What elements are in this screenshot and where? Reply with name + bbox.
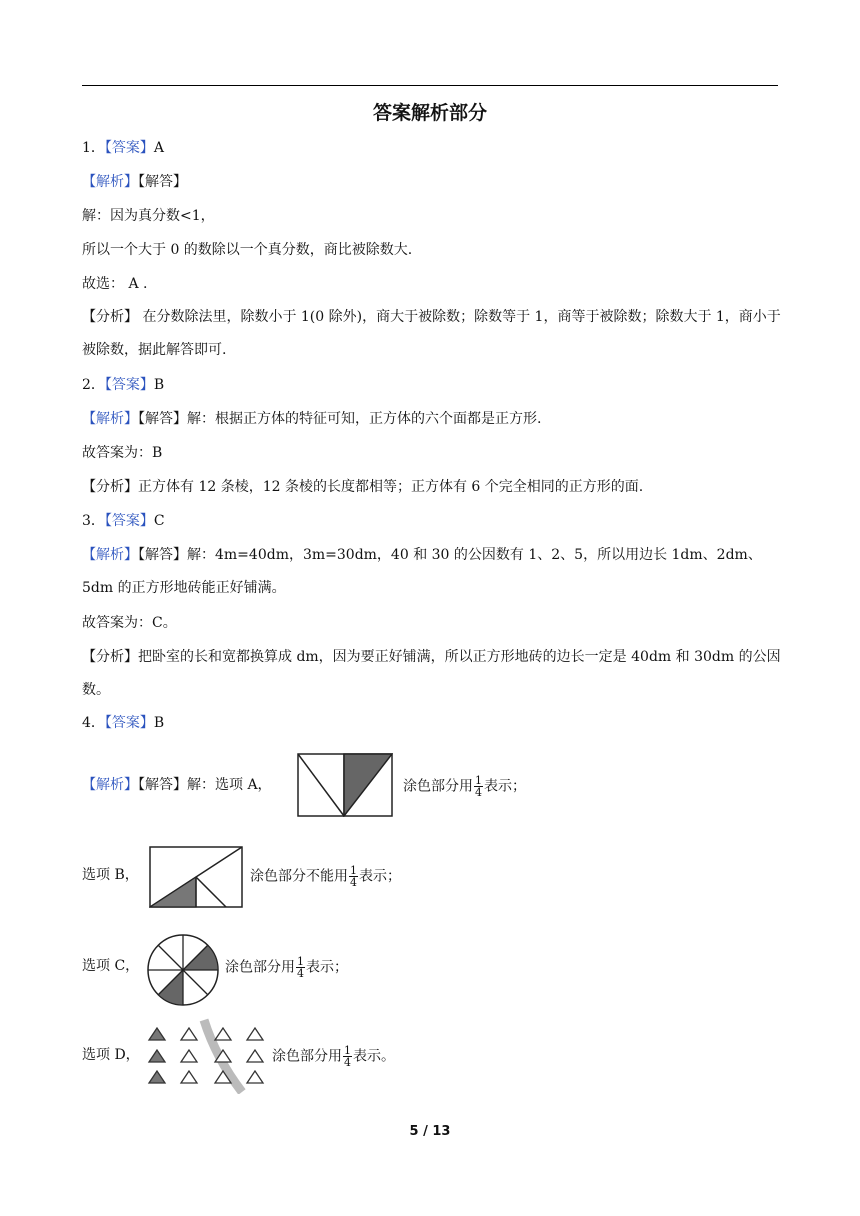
fraction-d: [343, 1045, 352, 1068]
q3-answer: C: [153, 513, 165, 529]
q1-answer: A: [153, 140, 165, 156]
q2-answer-line: [82, 375, 164, 395]
q4-solution-prefix-text: 【解答】解：选项 A，: [138, 777, 272, 793]
option-c-text: [225, 956, 348, 979]
option-b-suffix: 表示；: [359, 868, 401, 885]
q2-number: 2．: [82, 377, 105, 393]
q4-answer-line: [82, 713, 164, 733]
q2-answer: B: [153, 377, 165, 393]
option-d-text: [272, 1045, 395, 1068]
option-c-prefix: 选项 C，: [82, 958, 140, 974]
fraction-b: [349, 865, 358, 888]
option-d-suffix: 表示。: [353, 1048, 395, 1065]
q3-solution: 【解答】解：4m=40dm，3m=30dm，40 和 30 的公因数有 1、2、5，所以用边长 1dm、2dm、5dm 的正方形地砖能正好铺满。: [82, 547, 762, 596]
q2-fenxi: 【分析】正方体有 12 条棱，12 条棱的长度都相等；正方体有 6 个完全相同的正方形的面.: [82, 479, 644, 495]
q2-analysis-line: [82, 409, 541, 429]
option-b-desc: 涂色部分不能用: [250, 868, 348, 885]
q2-line2: 故答案为：B: [82, 445, 163, 461]
fraction-b-num: 1: [350, 864, 357, 877]
q2-solution: 【解答】解：根据正方体的特征可知，正方体的六个面都是正方形.: [138, 411, 542, 427]
option-a-suffix: 表示；: [484, 778, 526, 795]
fraction-b-den: 4: [350, 876, 357, 889]
q4-answer: B: [153, 715, 165, 731]
fraction-a: [474, 775, 483, 798]
option-d-prefix: 选项 D，: [82, 1047, 140, 1063]
fraction-c-den: 4: [297, 967, 304, 980]
option-c-suffix: 表示；: [306, 959, 348, 976]
q1-solution-tag: 【解答】: [138, 174, 187, 190]
q1-fenxi-tag: 【分析】: [82, 309, 138, 325]
q1-number: 1．: [82, 140, 105, 156]
option-b-text: [250, 865, 401, 888]
fraction-d-den: 4: [344, 1056, 351, 1069]
figure-option-a: [297, 753, 393, 817]
q1-line2: 所以一个大于 0 的数除以一个真分数，商比被除数大.: [82, 242, 413, 258]
option-b-prefix: 选项 B，: [82, 867, 139, 883]
q1-answer-tag: 【答案】: [104, 140, 154, 156]
q3-number: 3．: [82, 513, 105, 529]
q1-analysis-line: [82, 172, 187, 192]
q3-answer-line: [82, 511, 165, 531]
q1-fenxi: [82, 301, 782, 367]
q3-answer-tag: 【答案】: [104, 513, 154, 529]
page-title: 答案解析部分: [372, 102, 487, 124]
figure-option-d: [146, 1018, 270, 1094]
q1-line3: 故选： A .: [82, 276, 148, 292]
q3-analysis-tag: 【解析】: [82, 547, 138, 563]
fraction-c: [296, 956, 305, 979]
q1-line1: 解：因为真分数<1，: [82, 208, 215, 224]
q3-line2: 故答案为：C。: [82, 615, 177, 631]
q2-answer-tag: 【答案】: [104, 377, 154, 393]
q4-number: 4．: [82, 715, 105, 731]
option-a-desc: 涂色部分用: [403, 778, 473, 795]
q4-analysis-tag: 【解析】: [82, 777, 138, 793]
q1-answer-line: [82, 138, 164, 158]
q3-analysis: [82, 539, 782, 605]
q4-solution-prefix: [82, 775, 272, 795]
option-d-desc: 涂色部分用: [272, 1048, 342, 1065]
page-number: 5 / 13: [409, 1124, 451, 1139]
figure-option-b: [149, 846, 243, 908]
q1-fenxi-text: 在分数除法里，除数小于 1(0 除外)，商大于被除数；除数等于 1，商等于被除数；除数大于 1，商小于被除数，据此解答即可.: [82, 309, 781, 358]
option-a-text: [403, 775, 526, 798]
fraction-a-den: 4: [475, 786, 482, 799]
figure-option-c: [146, 933, 220, 1007]
fraction-d-num: 1: [344, 1044, 351, 1057]
q4-answer-tag: 【答案】: [104, 715, 154, 731]
fraction-a-num: 1: [475, 774, 482, 787]
fraction-c-num: 1: [297, 955, 304, 968]
header-rule: [82, 85, 778, 86]
option-c-desc: 涂色部分用: [225, 959, 295, 976]
q3-fenxi: 【分析】把卧室的长和宽都换算成 dm，因为要正好铺满，所以正方形地砖的边长一定是 40dm 和 30dm 的公因数。: [82, 649, 781, 698]
q1-analysis-tag: 【解析】: [82, 174, 138, 190]
q2-analysis-tag: 【解析】: [82, 411, 138, 427]
